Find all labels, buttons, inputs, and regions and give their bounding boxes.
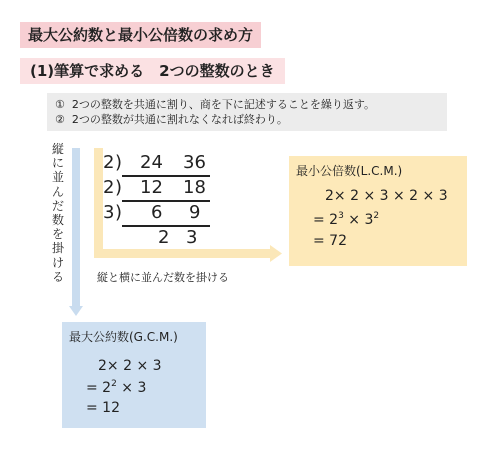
final-quotient-b: 3: [186, 227, 198, 248]
quotient-b: 18: [183, 177, 206, 198]
gcm-line-3: = 12: [86, 400, 120, 416]
lcm-line-1: 2× 2 × 3 × 2 × 3: [325, 188, 448, 204]
division-line: [122, 200, 210, 202]
bracket: ): [115, 202, 123, 223]
division-line: [122, 225, 210, 227]
quotient-a: 6: [151, 202, 163, 223]
division-line: [122, 175, 210, 177]
bracket: ): [115, 177, 123, 198]
section-subtitle: (1)筆算で求める 2つの整数のとき: [20, 58, 285, 84]
gcm-box: [62, 322, 206, 428]
dividend-b: 36: [183, 152, 206, 173]
quotient-b: 9: [189, 202, 201, 223]
lcm-title: 最小公倍数(L.C.M.): [296, 164, 403, 178]
bracket: ): [115, 152, 123, 173]
lcm-box: [289, 156, 467, 266]
vertical-caption: 縦に並んだ数を掛ける: [51, 142, 64, 284]
down-arrow-icon: [69, 148, 83, 316]
final-quotient-a: 2: [158, 227, 170, 248]
gcm-title: 最大公約数(G.C.M.): [69, 330, 178, 344]
divisor: 2: [103, 152, 115, 173]
note-1: ① 2つの整数を共通に割り、商を下に記述することを繰り返す。: [55, 98, 375, 111]
horizontal-caption: 縦と横に並んだ数を掛ける: [97, 271, 229, 284]
quotient-a: 12: [140, 177, 163, 198]
lcm-line-2: = $2^3 \times 3^2$: [313, 211, 380, 228]
gcm-line-2: = $2^2 \times 3$: [86, 379, 147, 396]
gcm-line-1: 2× 2 × 3: [98, 358, 162, 374]
divisor: 2: [103, 177, 115, 198]
lcm-line-3: = 72: [313, 233, 347, 249]
page-title: 最大公約数と最小公倍数の求め方: [20, 22, 261, 48]
note-2: ② 2つの整数が共通に割れなくなれば終わり。: [55, 113, 288, 126]
divisor: 3: [103, 202, 115, 223]
instruction-notes: [47, 93, 447, 131]
dividend-a: 24: [140, 152, 163, 173]
